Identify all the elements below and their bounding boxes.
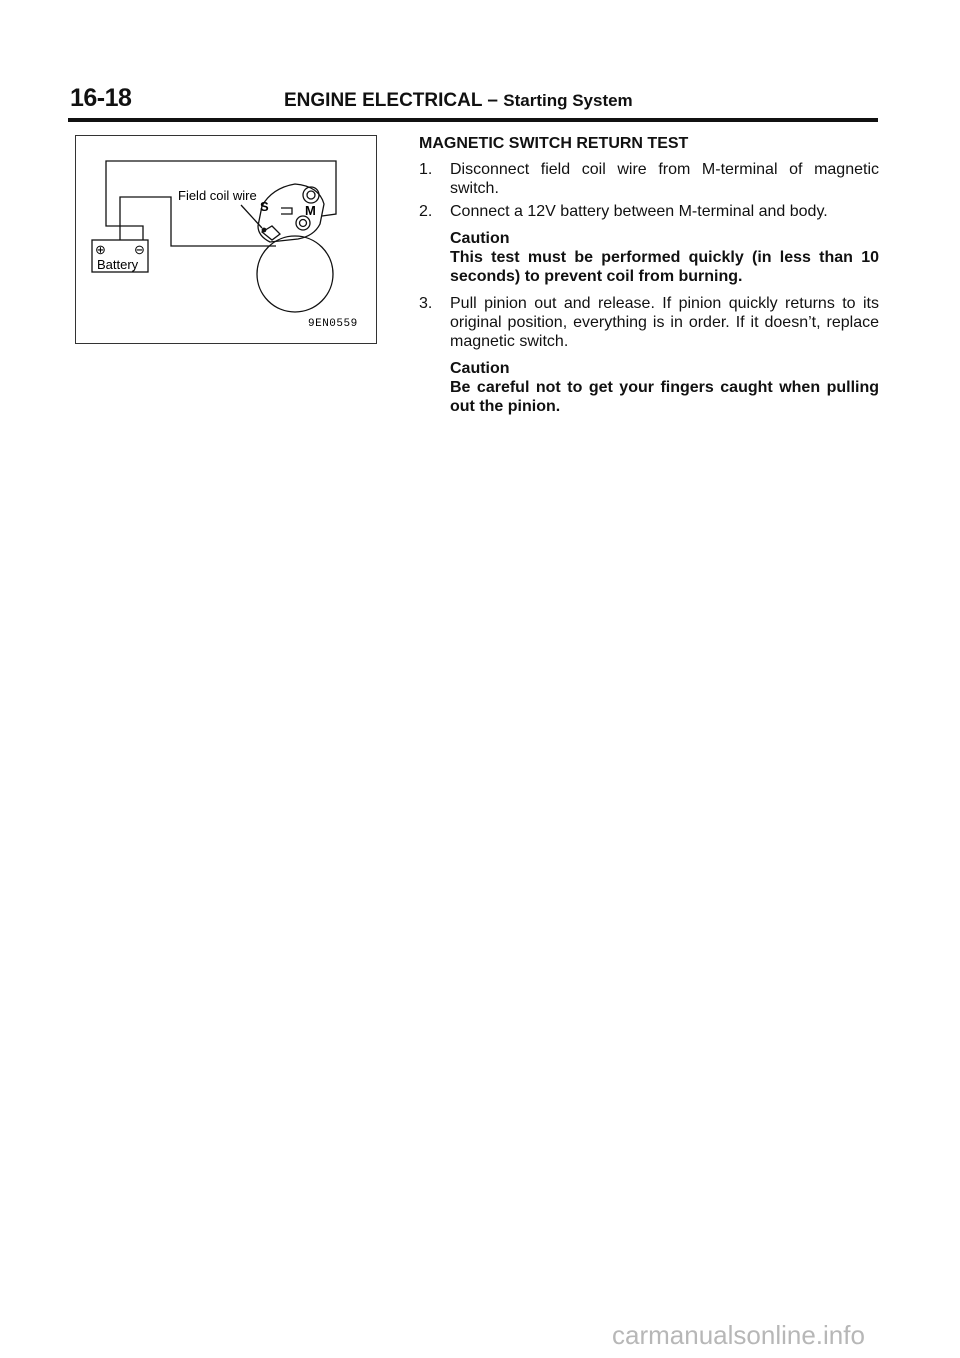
step-number: 2.: [419, 203, 433, 220]
s-terminal-strap: [281, 208, 292, 214]
caution-label: Caution: [450, 230, 510, 247]
battery-minus-label: ⊖: [134, 242, 145, 257]
caution-fingers: [419, 359, 879, 416]
step-number: 3.: [419, 295, 433, 312]
section-name: ENGINE ELECTRICAL: [284, 90, 483, 111]
caution-text: Be careful not to get your fingers caught when pulling out the pinion.: [450, 379, 879, 415]
step-text: Connect a 12V battery between M-terminal and body.: [450, 203, 828, 220]
starter-motor-body: [257, 236, 333, 312]
terminal-nut-m-inner: [300, 220, 307, 227]
wiring-diagram: [75, 135, 377, 344]
field-coil-wire-label: Field coil wire: [178, 188, 257, 203]
step-text: Disconnect field coil wire from M-terminal of magnetic switch.: [450, 161, 879, 197]
s-terminal-label: S: [260, 199, 269, 214]
wire-end-dot: [262, 228, 267, 233]
battery-plus-label: ⊕: [95, 242, 106, 257]
figure-code: 9EN0559: [308, 318, 358, 330]
step-number: 1.: [419, 161, 433, 178]
header-rule: [68, 118, 878, 122]
title-separator: –: [487, 90, 498, 111]
step-1: [419, 160, 879, 198]
step-3: [419, 294, 879, 351]
section-title: [284, 90, 633, 112]
battery-label: Battery: [97, 257, 139, 272]
watermark: carmanualsonline.info: [612, 1320, 865, 1350]
wiring-diagram-svg: [76, 136, 376, 343]
m-terminal-label: M: [305, 203, 316, 218]
terminal-nut-top-inner: [307, 191, 315, 199]
step-2: [419, 202, 879, 221]
terminal-nut-m: [296, 216, 310, 230]
subsection-name: Starting System: [503, 91, 633, 110]
caution-coil-burning: [419, 229, 879, 286]
procedure-text: [419, 134, 879, 424]
caution-text: This test must be performed quickly (in less than 10 seconds) to prevent coil from burning.: [450, 249, 879, 285]
page-header: [68, 84, 878, 116]
caution-label: Caution: [450, 360, 510, 377]
procedure-heading: MAGNETIC SWITCH RETURN TEST: [419, 135, 689, 152]
step-text: Pull pinion out and release. If pinion quickly returns to its original position, everything is in order. If it doesn’t, replace magnetic switch.: [450, 295, 879, 350]
terminal-nut-top: [303, 187, 319, 203]
page-number: 16-18: [70, 84, 132, 112]
